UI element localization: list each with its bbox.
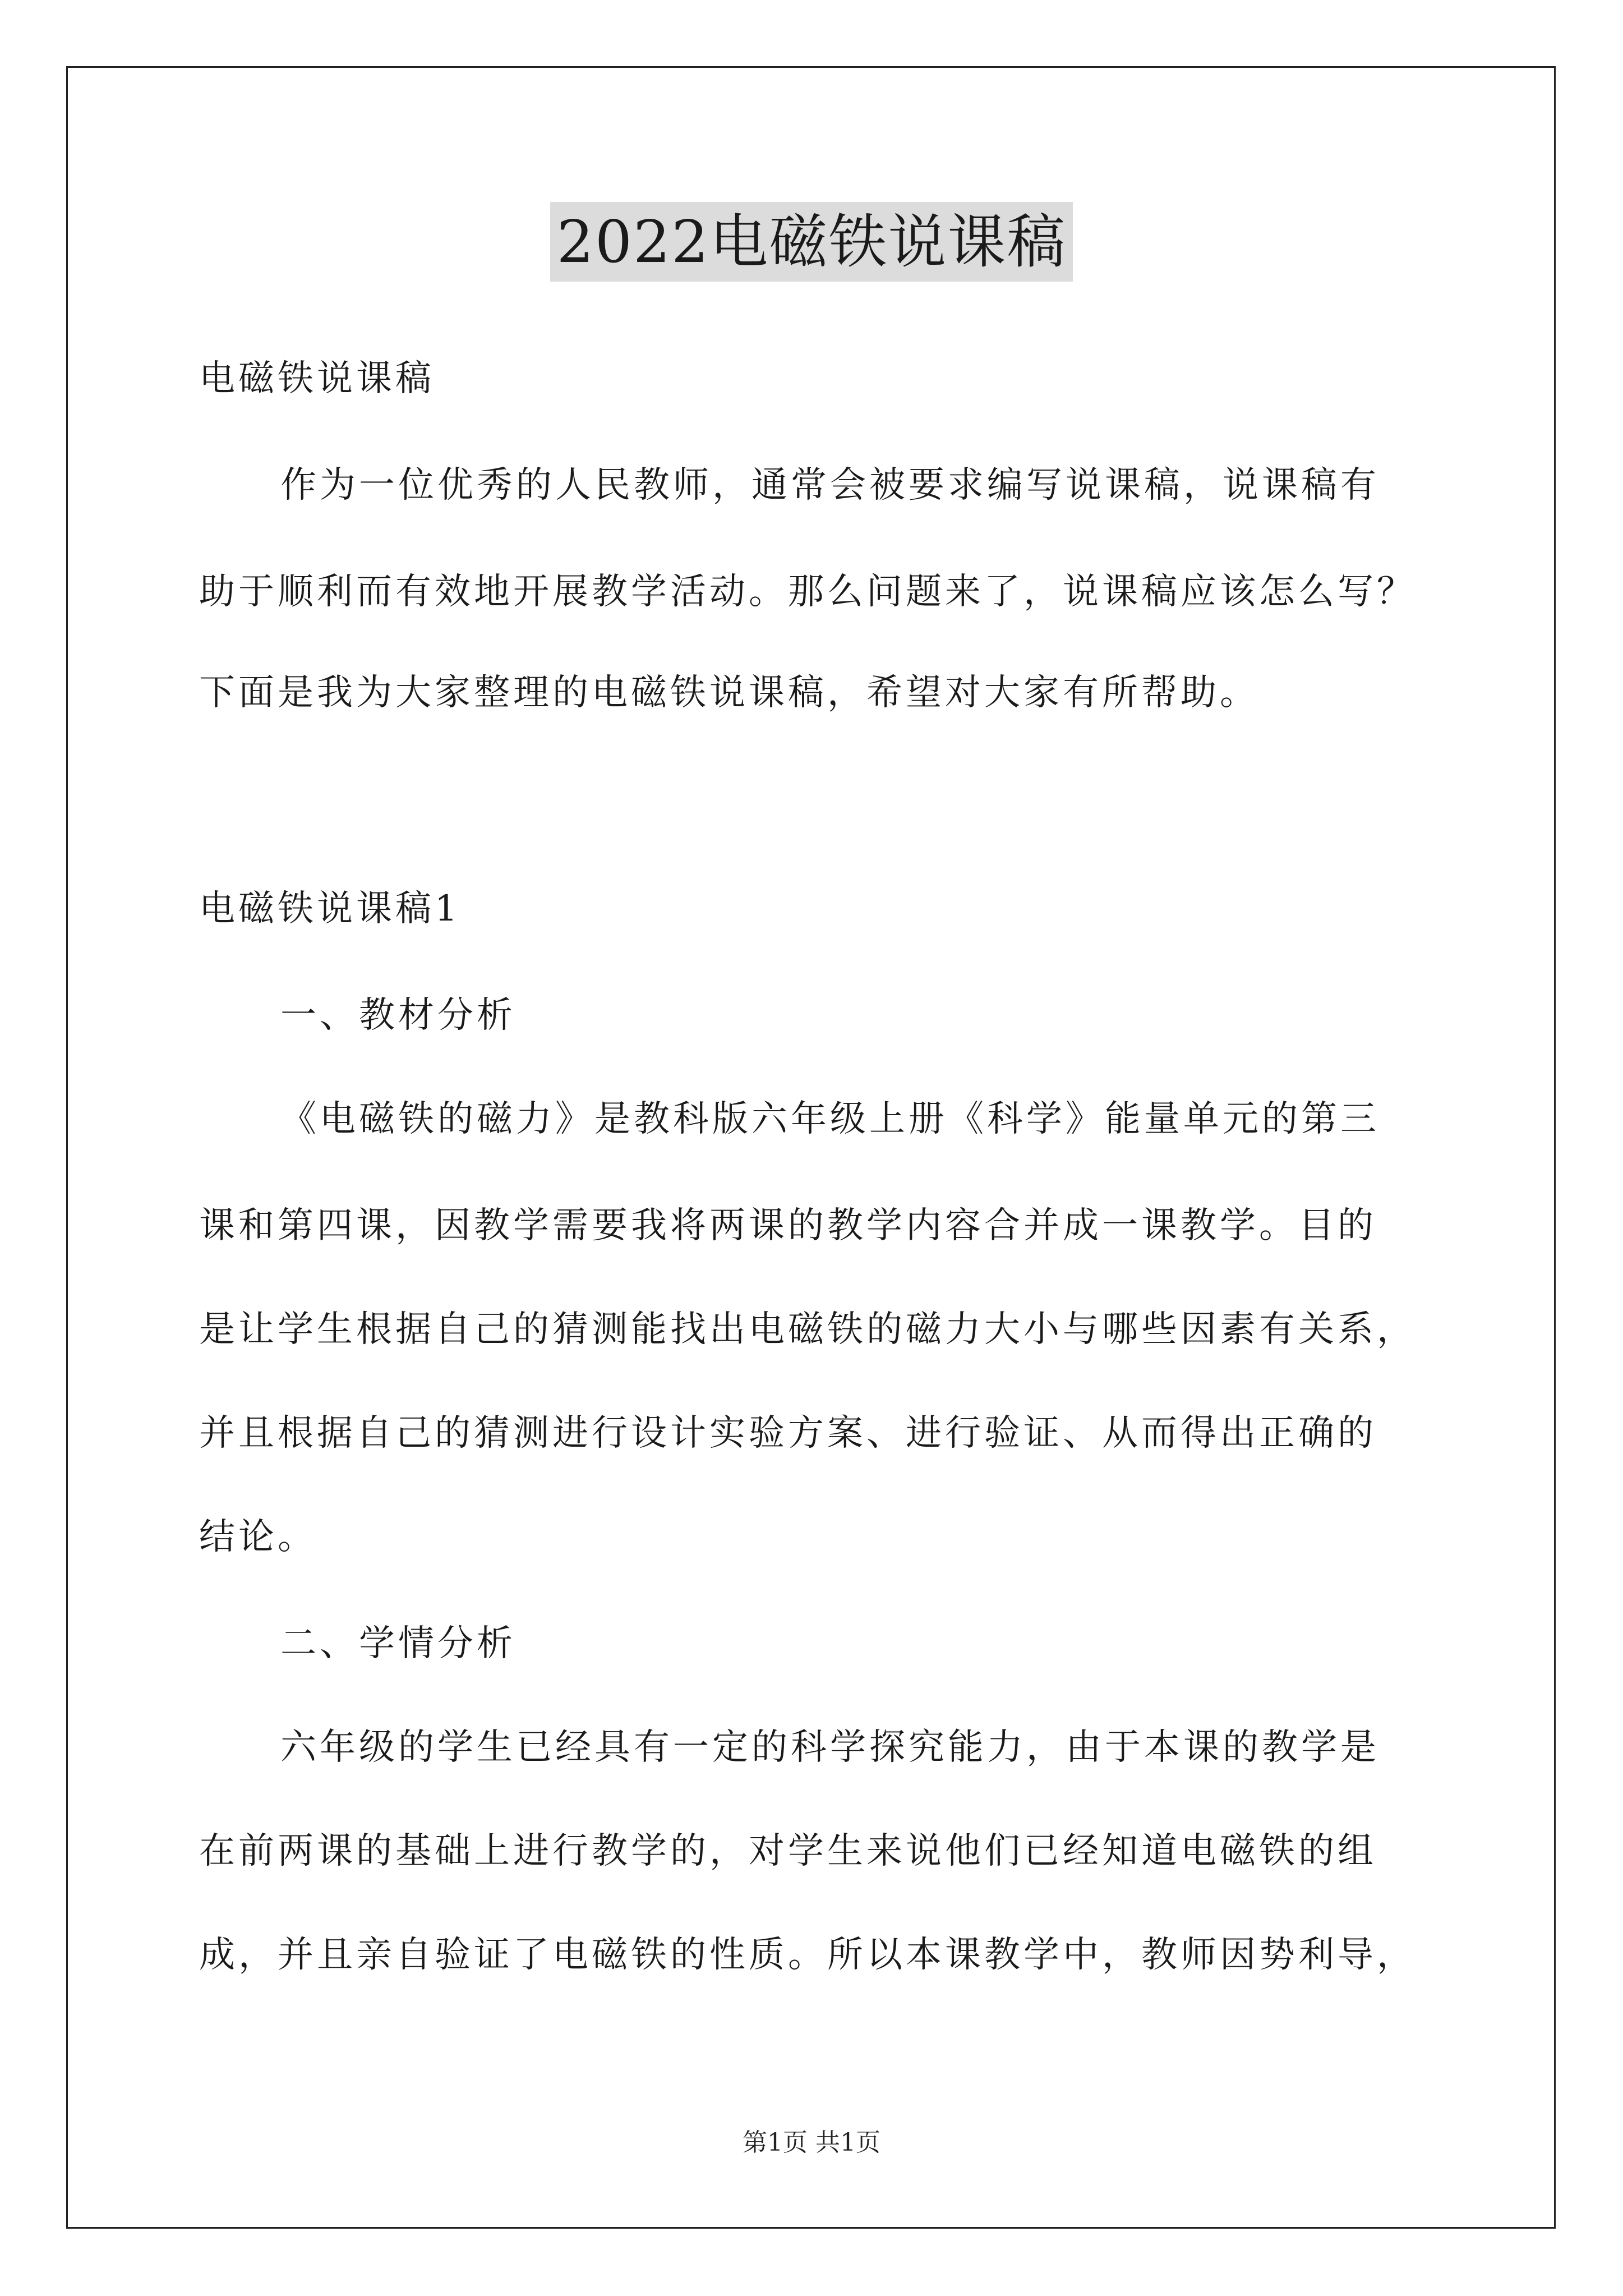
section-heading: 电磁铁说课稿1 xyxy=(199,888,461,930)
document-title-text: 2022电磁铁说课稿 xyxy=(550,202,1073,282)
body-paragraph-line: 课和第四课，因教学需要我将两课的教学内容合并成一课教学。目的 xyxy=(199,1205,1377,1246)
subsection-heading: 二、学情分析 xyxy=(280,1623,516,1664)
body-paragraph-line: 是让学生根据自己的猜测能找出电磁铁的磁力大小与哪些因素有关系， xyxy=(199,1309,1416,1350)
body-paragraph-line: 在前两课的基础上进行教学的，对学生来说他们已经知道电磁铁的组 xyxy=(199,1830,1377,1872)
intro-paragraph-line: 作为一位优秀的人民教师，通常会被要求编写说课稿，说课稿有 xyxy=(280,464,1380,506)
body-paragraph-line: 成，并且亲自验证了电磁铁的性质。所以本课教学中，教师因势利导， xyxy=(199,1934,1416,1976)
page-footer: 第1页 共1页 xyxy=(743,2128,880,2157)
body-paragraph-line: 结论。 xyxy=(199,1516,317,1558)
intro-paragraph-line: 下面是我为大家整理的电磁铁说课稿，希望对大家有所帮助。 xyxy=(199,672,1259,714)
body-paragraph-line: 《电磁铁的磁力》是教科版六年级上册《科学》能量单元的第三 xyxy=(280,1098,1380,1140)
body-paragraph-line: 并且根据自己的猜测进行设计实验方案、进行验证、从而得出正确的 xyxy=(199,1412,1377,1454)
intro-heading: 电磁铁说课稿 xyxy=(199,358,435,399)
document-title xyxy=(0,202,1623,282)
body-paragraph-line: 六年级的学生已经具有一定的科学探究能力，由于本课的教学是 xyxy=(280,1727,1380,1768)
subsection-heading: 一、教材分析 xyxy=(280,995,516,1036)
intro-paragraph-line: 助于顺利而有效地开展教学活动。那么问题来了，说课稿应该怎么写？ xyxy=(199,571,1416,613)
